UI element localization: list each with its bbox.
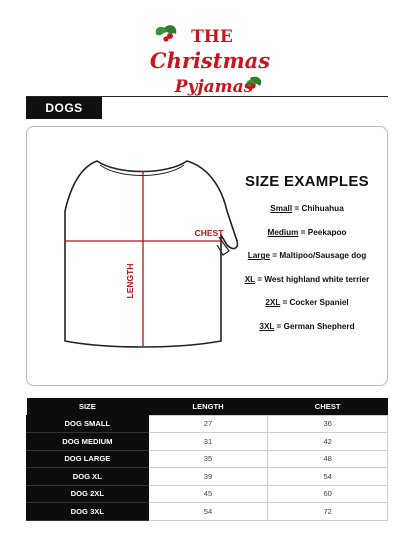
row-chest: 54 (268, 468, 388, 486)
row-size: DOG LARGE (27, 450, 149, 468)
table-row (27, 450, 388, 468)
size-examples (227, 173, 387, 346)
example-text: = German Shepherd (274, 321, 355, 331)
table-row (27, 433, 388, 451)
row-size: DOG MEDIUM (27, 433, 149, 451)
row-length: 39 (148, 468, 268, 486)
example-3xl (227, 322, 387, 331)
row-size: DOG SMALL (27, 415, 149, 433)
length-label: LENGTH (125, 263, 135, 299)
header-chest: CHEST (268, 398, 388, 415)
row-length: 45 (148, 485, 268, 503)
table-row (27, 503, 388, 521)
size-chart-table (26, 398, 388, 521)
row-length: 35 (148, 450, 268, 468)
row-chest: 42 (268, 433, 388, 451)
row-size: DOG 3XL (27, 503, 149, 521)
example-text: = West highland white terrier (255, 274, 370, 284)
example-large (227, 251, 387, 260)
example-2xl (227, 298, 387, 307)
chest-label: CHEST (194, 228, 224, 238)
section-label-dogs: DOGS (26, 97, 102, 119)
table-row (27, 468, 388, 486)
row-length: 27 (148, 415, 268, 433)
christmas-pyjamas-logo (150, 20, 270, 102)
example-size: 2XL (265, 298, 281, 308)
example-xl (227, 275, 387, 284)
brand-logo (150, 20, 270, 102)
example-text: = Cocker Spaniel (280, 298, 349, 308)
row-size: DOG XL (27, 468, 149, 486)
example-text: = Maltipoo/Sausage dog (270, 251, 367, 261)
example-medium (227, 228, 387, 237)
example-size: XL (244, 274, 256, 284)
table-header-row (27, 398, 388, 415)
row-chest: 60 (268, 485, 388, 503)
example-size: Medium (267, 227, 299, 237)
example-small (227, 204, 387, 213)
table-row (27, 485, 388, 503)
example-size: Large (247, 251, 271, 261)
header-length: LENGTH (148, 398, 268, 415)
logo-line-christmas: Christmas (150, 48, 270, 73)
row-size: DOG 2XL (27, 485, 149, 503)
size-guide-card (26, 126, 388, 386)
row-chest: 48 (268, 450, 388, 468)
row-length: 54 (148, 503, 268, 521)
logo-line-pyjamas: Pyjamas (174, 77, 254, 97)
example-text: = Peekapoo (298, 227, 347, 237)
row-chest: 72 (268, 503, 388, 521)
shirt-outline (65, 161, 237, 347)
dog-shirt-diagram (37, 141, 247, 356)
size-examples-title: SIZE EXAMPLES (245, 173, 369, 190)
table-row (27, 415, 388, 433)
example-text: = Chihuahua (292, 204, 344, 213)
row-length: 31 (148, 433, 268, 451)
holly-icon (156, 25, 177, 41)
header-size: SIZE (27, 398, 149, 415)
logo-line-the: THE (191, 27, 233, 47)
example-size: 3XL (259, 321, 275, 331)
section-header (26, 96, 388, 118)
example-size: Small (270, 204, 293, 213)
row-chest: 36 (268, 415, 388, 433)
